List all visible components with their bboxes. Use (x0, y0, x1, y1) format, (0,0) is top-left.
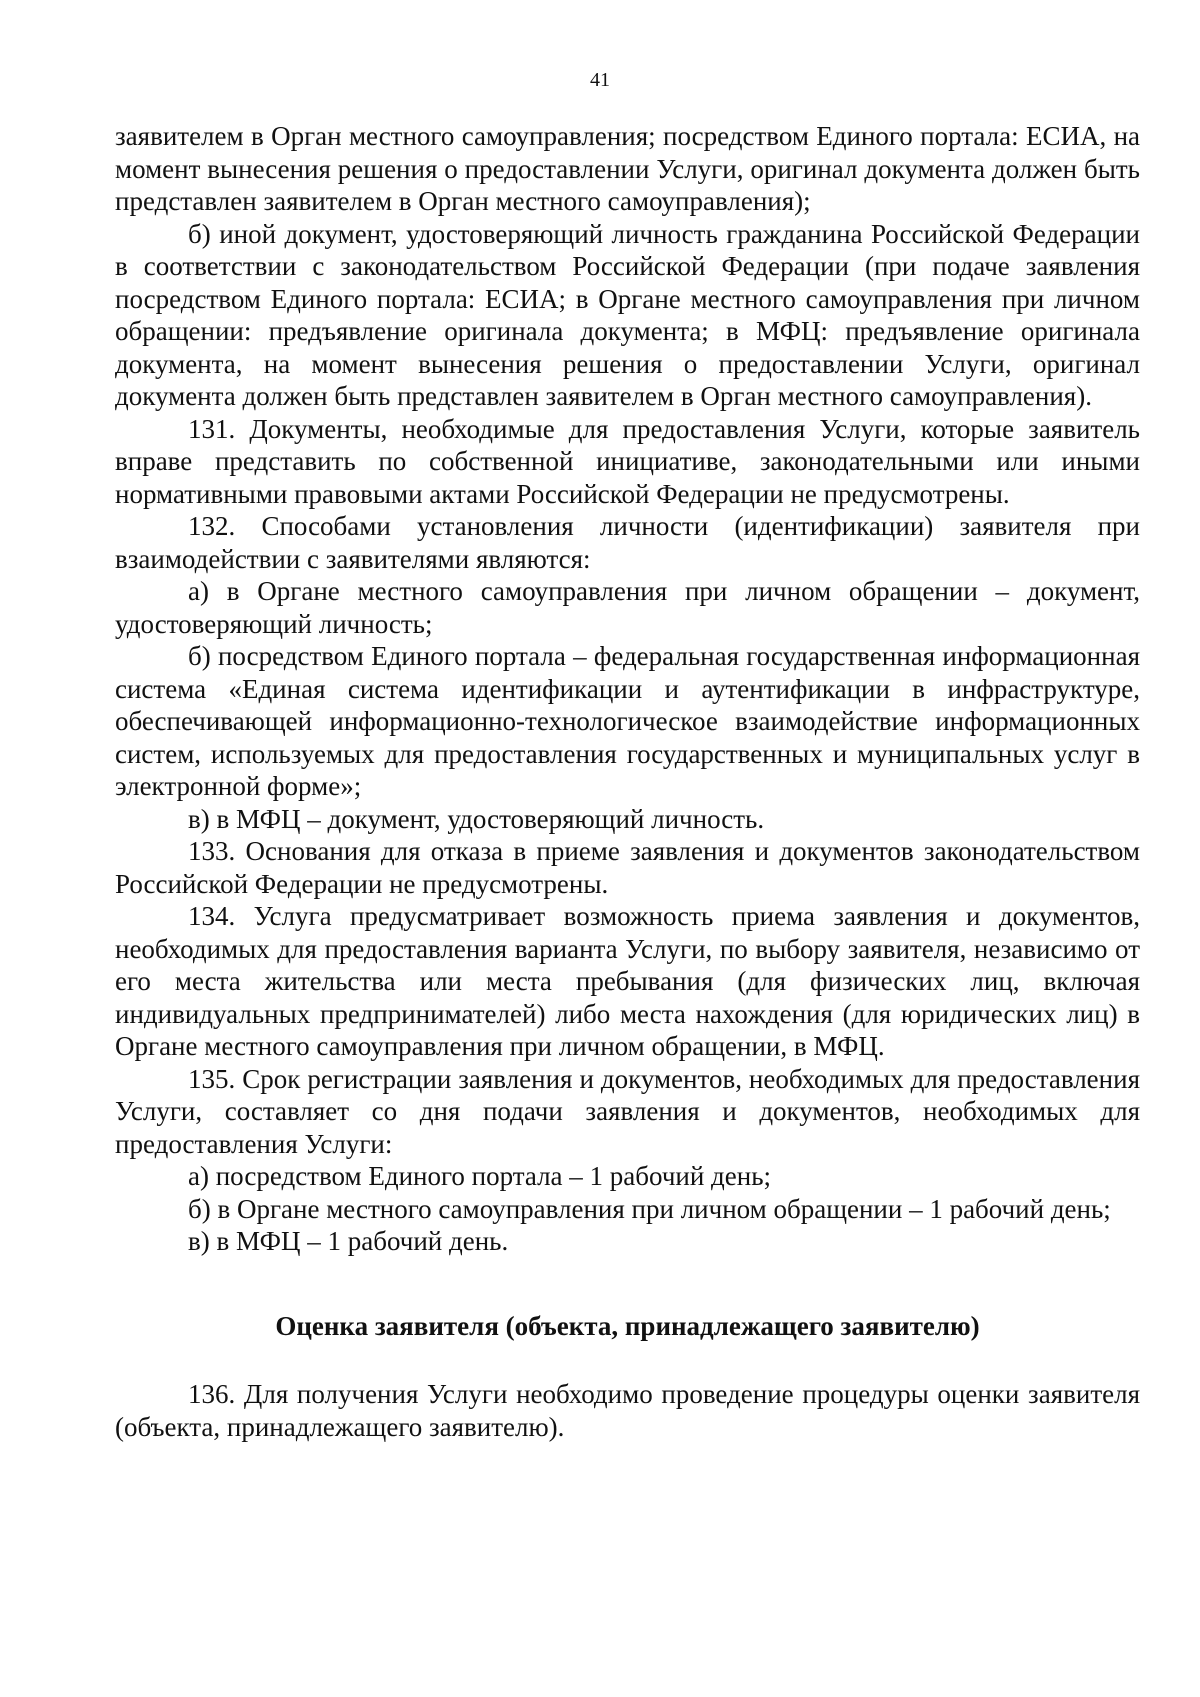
paragraph-132-item-b: б) посредством Единого портала – федеральная государственная информационная система «Единая система идентификации и аутентификации в инфраструктуре, обеспечивающей информационно-технологическое взаимодействие информационных систем, используемых для предоставления государственных и муниципальных услуг в электронной форме»; (115, 641, 1140, 801)
paragraph-item-b-identity-document: б) иной документ, удостоверяющий личность гражданина Российской Федерации в соответствии с законодательством Российской Федерации (при подаче заявления посредством Единого портала: ЕСИА; в Органе местного самоуправления при личном обращении: предъявление оригинала документа; в МФЦ: предъявление оригинала документа, на момент вынесения решения о предоставлении Услуги, оригинал документа должен быть представлен заявителем в Орган местного самоуправления). (115, 218, 1140, 411)
paragraph-131: 131. Документы, необходимые для предоставления Услуги, которые заявитель вправе представить по собственной инициативе, законодательными или иными нормативными правовыми актами Российской Федерации не предусмотрены. (115, 413, 1140, 509)
paragraph-135: 135. Срок регистрации заявления и документов, необходимых для предоставления Услуги, составляет со дня подачи заявления и документов, необходимых для предоставления Услуги: (115, 1063, 1140, 1159)
paragraph-135-item-c: в) в МФЦ – 1 рабочий день. (188, 1226, 509, 1256)
section-heading: Оценка заявителя (объекта, принадлежащего заявителю) (275, 1310, 980, 1341)
paragraph-136: 136. Для получения Услуги необходимо проведение процедуры оценки заявителя (объекта, принадлежащего заявителю). (115, 1379, 1140, 1442)
paragraph-132: 132. Способами установления личности (идентификации) заявителя при взаимодействии с заявителями являются: (115, 511, 1140, 574)
paragraph-continuation: заявителем в Орган местного самоуправления; посредством Единого портала: ЕСИА, на момент вынесения решения о предоставлении Услуги, оригинал документа должен быть представлен заявителем в Орган местного самоуправления); (115, 121, 1140, 216)
paragraph-133: 133. Основания для отказа в приеме заявления и документов законодательством Российской Федерации не предусмотрены. (115, 836, 1140, 899)
page-number: 41 (590, 69, 610, 91)
paragraph-135-item-b: б) в Органе местного самоуправления при личном обращении – 1 рабочий день; (188, 1193, 1111, 1224)
document-body (115, 120, 1140, 1443)
paragraph-132-item-a: а) в Органе местного самоуправления при личном обращении – документ, удостоверяющий личность; (115, 576, 1140, 639)
paragraph-134: 134. Услуга предусматривает возможность приема заявления и документов, необходимых для предоставления варианта Услуги, по выбору заявителя, независимо от его места жительства или места пребывания (для физических лиц, включая индивидуальных предпринимателей) либо места нахождения (для юридических лиц) в Органе местного самоуправления при личном обращении, в МФЦ. (115, 901, 1140, 1061)
paragraph-135-item-a: а) посредством Единого портала – 1 рабочий день; (188, 1161, 772, 1191)
paragraph-132-item-c: в) в МФЦ – документ, удостоверяющий личность. (188, 803, 765, 834)
